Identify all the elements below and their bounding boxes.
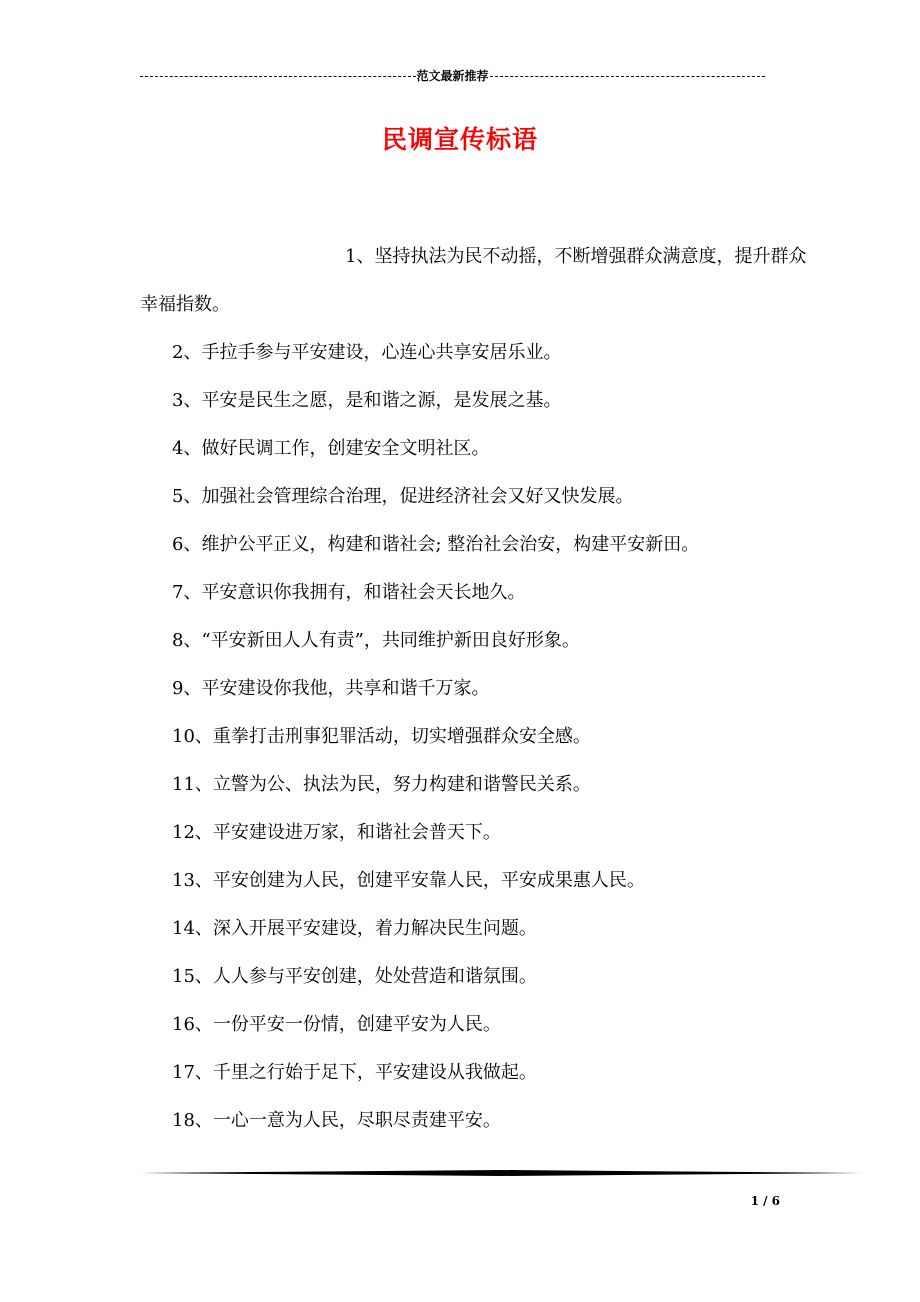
- footer-rule: [140, 1170, 862, 1176]
- slogan-item: 11、立警为公、执法为民，努力构建和谐警民关系。: [172, 774, 591, 795]
- slogan-item: 2、手拉手参与平安建设，心连心共享安居乐业。: [172, 342, 562, 363]
- header-label: 范文最新推荐: [416, 69, 489, 83]
- slogan-item: 5、加强社会管理综合治理，促进经济社会又好又快发展。: [172, 486, 634, 507]
- slogan-item: 6、维护公平正义，构建和谐社会; 整治社会治安，构建平安新田。: [172, 534, 700, 555]
- header-dash-left: [140, 76, 416, 77]
- slogan-item: 17、千里之行始于足下，平安建设从我做起。: [172, 1062, 537, 1083]
- slogan-item: 8、“平安新田人人有责”，共同维护新田良好形象。: [172, 630, 580, 651]
- slogan-item: 18、一心一意为人民，尽职尽责建平安。: [172, 1110, 501, 1131]
- slogan-item: 15、人人参与平安创建，处处营造和谐氛围。: [172, 966, 537, 987]
- slogan-item: 16、一份平安一份情，创建平安为人民。: [172, 1014, 501, 1035]
- slogan-item: 9、平安建设你我他，共享和谐千万家。: [172, 678, 490, 699]
- slogan-item: 14、深入开展平安建设，着力解决民生问题。: [172, 918, 537, 939]
- document-title: 民调宣传标语: [381, 125, 538, 154]
- slogan-item: 12、平安建设进万家，和谐社会普天下。: [172, 822, 501, 843]
- slogan-item: 3、平安是民生之愿，是和谐之源，是发展之基。: [172, 390, 562, 411]
- slogan-item: 13、平安创建为人民，创建平安靠人民，平安成果惠人民。: [172, 870, 645, 891]
- header-divider: [140, 67, 765, 85]
- slogan-item: 4、做好民调工作，创建安全文明社区。: [172, 438, 490, 459]
- page-number: 1 / 6: [750, 1194, 780, 1208]
- slogan-item: 1、坚持执法为民不动摇，不断增强群众满意度，提升群众幸福指数。: [140, 246, 807, 315]
- slogan-list: [140, 233, 810, 1145]
- header-dash-right: [490, 76, 766, 77]
- slogan-item: 10、重拳打击刑事犯罪活动，切实增强群众安全感。: [172, 726, 591, 747]
- slogan-item: 7、平安意识你我拥有，和谐社会天长地久。: [172, 582, 526, 603]
